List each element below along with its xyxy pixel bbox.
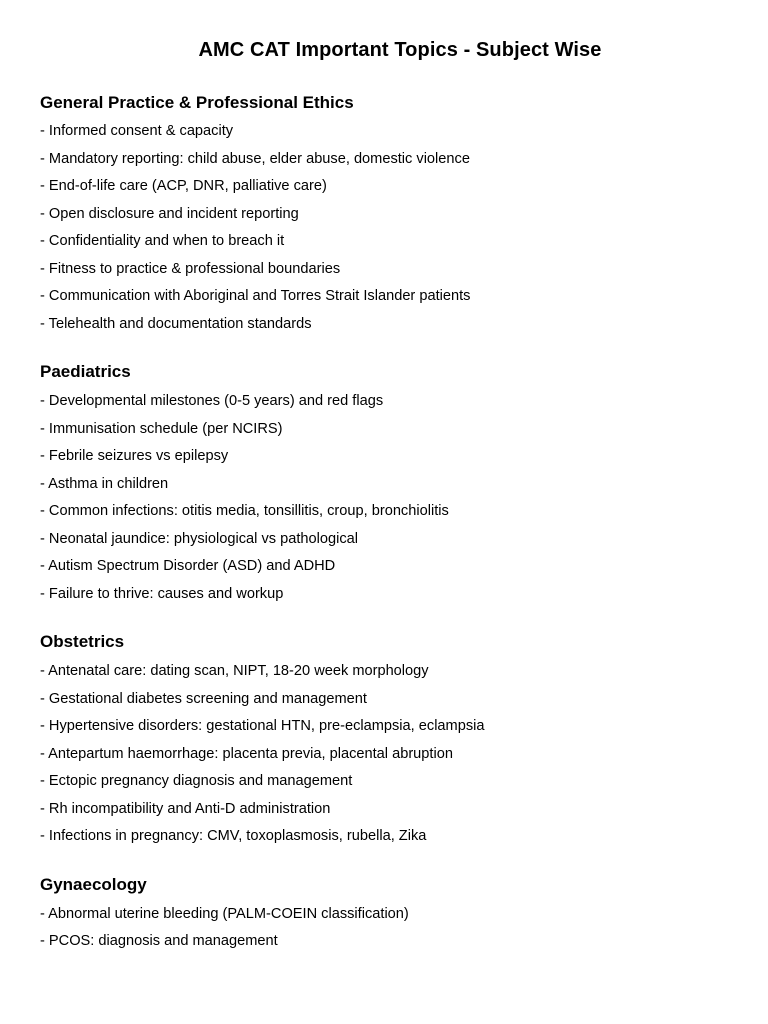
topic-list	[40, 658, 728, 851]
list-item: - Autism Spectrum Disorder (ASD) and ADHD	[40, 558, 336, 574]
list-item: - Failure to thrive: causes and workup	[40, 585, 284, 602]
list-item: - Febrile seizures vs epilepsy	[40, 448, 229, 464]
topic-list	[40, 118, 728, 338]
section-obstetrics	[40, 631, 728, 851]
list-item: - Gestational diabetes screening and management	[40, 690, 367, 707]
list-item: - Antepartum haemorrhage: placenta previa, placental abruption	[40, 745, 453, 762]
page-title: AMC CAT Important Topics - Subject Wise	[198, 39, 602, 61]
list-item: - Asthma in children	[40, 475, 169, 492]
list-item: - Communication with Aboriginal and Torres Strait Islander patients	[40, 288, 471, 304]
list-item: - Informed consent & capacity	[40, 123, 234, 139]
list-item: - Abnormal uterine bleeding (PALM-COEIN classification)	[40, 905, 409, 922]
list-item: - Hypertensive disorders: gestational HTN, pre-eclampsia, eclampsia	[40, 718, 485, 734]
list-item: - Developmental milestones (0-5 years) and red flags	[40, 393, 384, 409]
list-item: - Immunisation schedule (per NCIRS)	[40, 420, 283, 437]
list-item: - Open disclosure and incident reporting	[40, 205, 299, 222]
list-item: - Neonatal jaundice: physiological vs pathological	[40, 530, 359, 547]
section-heading: General Practice & Professional Ethics	[40, 93, 354, 112]
topic-list	[40, 901, 728, 956]
topic-list	[40, 388, 728, 608]
list-item: - PCOS: diagnosis and management	[40, 933, 278, 949]
list-item: - Rh incompatibility and Anti-D administration	[40, 800, 331, 817]
list-item: - Common infections: otitis media, tonsillitis, croup, bronchiolitis	[40, 503, 449, 519]
list-item: - Confidentiality and when to breach it	[40, 233, 285, 249]
list-item: - Antenatal care: dating scan, NIPT, 18-20 week morphology	[40, 663, 429, 679]
list-item: - Fitness to practice & professional boundaries	[40, 260, 341, 277]
list-item: - Telehealth and documentation standards	[40, 315, 312, 332]
section-gynaecology	[40, 874, 728, 956]
list-item: - Infections in pregnancy: CMV, toxoplasmosis, rubella, Zika	[40, 828, 427, 844]
section-heading: Gynaecology	[40, 874, 147, 894]
list-item: - Ectopic pregnancy diagnosis and management	[40, 773, 353, 789]
section-heading: Obstetrics	[40, 632, 125, 651]
section-paediatrics	[40, 361, 728, 608]
section-general-practice	[40, 92, 728, 338]
section-heading: Paediatrics	[40, 362, 131, 381]
list-item: - Mandatory reporting: child abuse, elder abuse, domestic violence	[40, 150, 470, 167]
list-item: - End-of-life care (ACP, DNR, palliative care)	[40, 178, 327, 194]
